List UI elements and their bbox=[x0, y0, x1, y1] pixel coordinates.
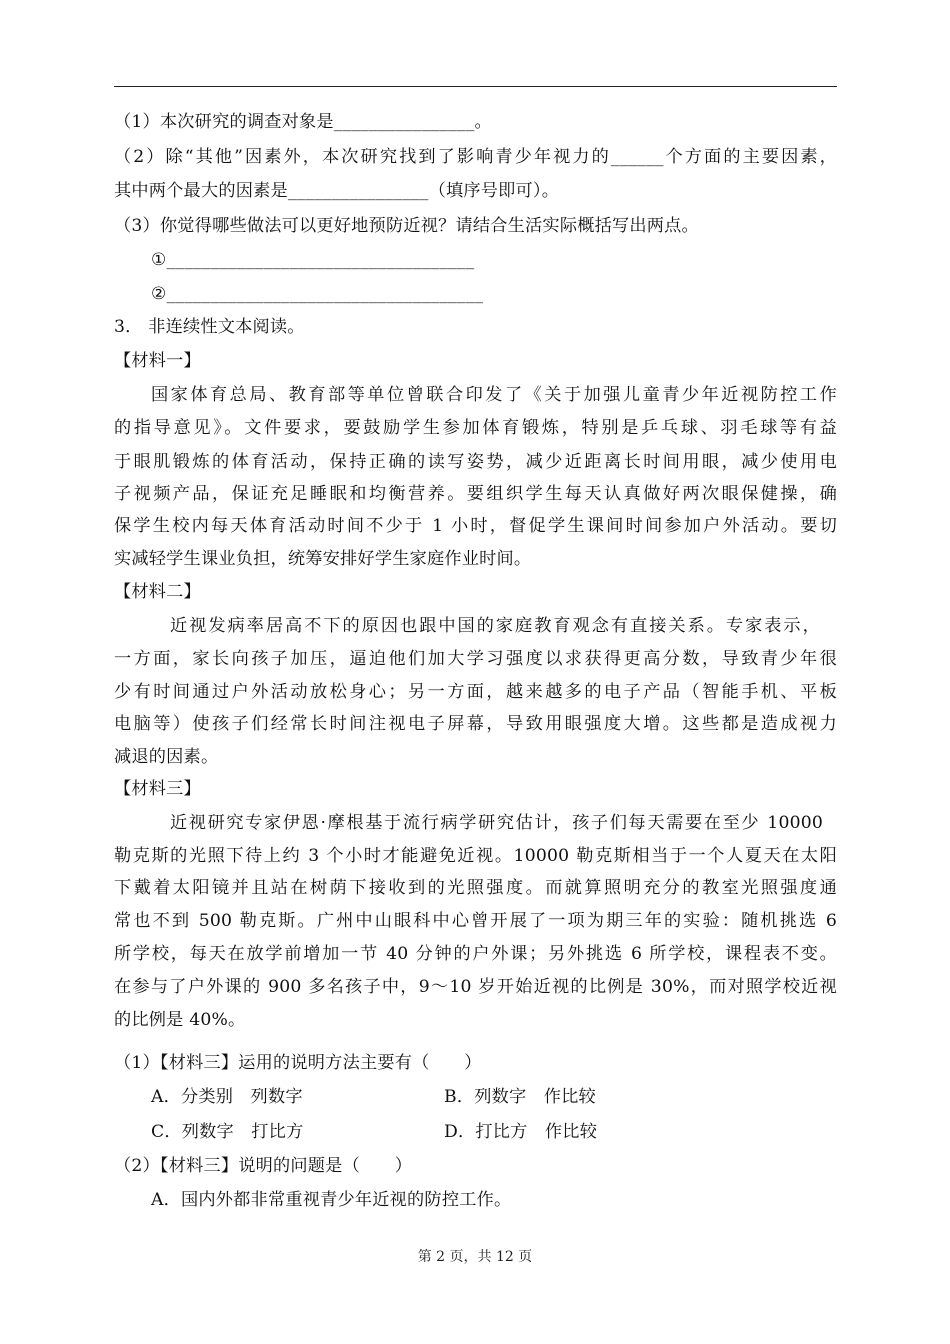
q3-line: （3）你觉得哪些做法可以更好地预防近视？请结合生活实际概括写出两点。 bbox=[114, 216, 699, 236]
material-2-text: 减退的因素。 bbox=[114, 747, 219, 767]
subquestion-1: （1）【材料三】运用的说明方法主要有（ ） bbox=[114, 1053, 482, 1073]
material-3-text: 的比例是 40%。 bbox=[114, 1010, 246, 1030]
material-2-text: 少有时间通过户外活动放松身心；另一方面，越来越多的电子产品（智能手机、平板 bbox=[114, 682, 837, 702]
material-1-text: 国家体育总局、教育部等单位曾联合印发了《关于加强儿童青少年近视防控工作 bbox=[151, 385, 837, 405]
subquestion-2-option-a[interactable]: A．国内外都非常重视青少年近视的防控工作。 bbox=[151, 1190, 512, 1210]
option-b[interactable]: B．列数字 作比较 bbox=[444, 1087, 596, 1107]
material-1-text: 保学生校内每天体育活动时间不少于 1 小时，督促学生课间时间参加户外活动。要切 bbox=[114, 516, 837, 536]
material-1-text: 子视频产品，保证充足睡眠和均衡营养。要组织学生每天认真做好两次眼保健操，确 bbox=[114, 484, 837, 504]
material-3-text: 常也不到 500 勒克斯。广州中山眼科中心曾开展了一项为期三年的实验：随机挑选 6 bbox=[114, 911, 837, 931]
answer-blank-2: ②____________________________________ bbox=[151, 284, 484, 304]
material-3-text: 勒克斯的光照下待上约 3 个小时才能避免近视。10000 勒克斯相当于一个人夏天在太阳 bbox=[114, 846, 837, 866]
material-2-text: 一方面，家长向孩子加压，逼迫他们加大学习强度以求获得更高分数，导致青少年很 bbox=[114, 649, 837, 669]
option-a[interactable]: A．分类别 列数字 bbox=[151, 1087, 303, 1107]
option-d[interactable]: D．打比方 作比较 bbox=[444, 1122, 598, 1142]
material-3-heading: 【材料三】 bbox=[114, 779, 201, 799]
material-3-text: 所学校，每天在放学前增加一节 40 分钟的户外课；另外挑选 6 所学校，课程表不变。 bbox=[114, 944, 837, 964]
material-1-heading: 【材料一】 bbox=[114, 351, 201, 371]
material-3-text: 下戴着太阳镜并且站在树荫下接收到的光照强度。而就算照明充分的教室光照强度通 bbox=[114, 878, 837, 898]
material-3-text: 近视研究专家伊恩·摩根基于流行病学研究估计，孩子们每天需要在至少 10000 bbox=[170, 813, 823, 833]
q2-line-cont: 其中两个最大的因素是________________（填序号即可）。 bbox=[114, 181, 560, 201]
material-1-text: 的指导意见》。文件要求，要鼓励学生参加体育锻炼，特别是乒乓球、羽毛球等有益 bbox=[114, 418, 837, 438]
option-c[interactable]: C．列数字 打比方 bbox=[151, 1122, 304, 1142]
q1-line: （1）本次研究的调查对象是________________。 bbox=[114, 112, 492, 132]
material-2-text: 近视发病率居高不下的原因也跟中国的家庭教育观念有直接关系。专家表示， bbox=[170, 616, 820, 636]
header-rule bbox=[114, 86, 837, 87]
material-2-text: 电脑等）使孩子们经常长时间注视电子屏幕，导致用眼强度大增。这些都是造成视力 bbox=[114, 714, 837, 734]
material-1-text: 实减轻学生课业负担，统筹安排好学生家庭作业时间。 bbox=[114, 549, 532, 569]
subquestion-2: （2）【材料三】说明的问题是（ ） bbox=[114, 1156, 413, 1176]
material-1-text: 于眼肌锻炼的体育活动，保持正确的读写姿势，减少近距离长时间用眼，减少使用电 bbox=[114, 452, 837, 472]
material-3-text: 在参与了户外课的 900 多名孩子中，9～10 岁开始近视的比例是 30%，而对照学校近视 bbox=[114, 977, 837, 997]
section-title: 3． 非连续性文本阅读。 bbox=[114, 317, 305, 337]
answer-blank-1: ①___________________________________ bbox=[151, 250, 475, 270]
page-footer: 第 2 页，共 12 页 bbox=[417, 1249, 533, 1265]
material-2-heading: 【材料二】 bbox=[114, 582, 201, 602]
q2-line: （2）除“其他”因素外，本次研究找到了影响青少年视力的______个方面的主要因素， bbox=[114, 147, 837, 167]
